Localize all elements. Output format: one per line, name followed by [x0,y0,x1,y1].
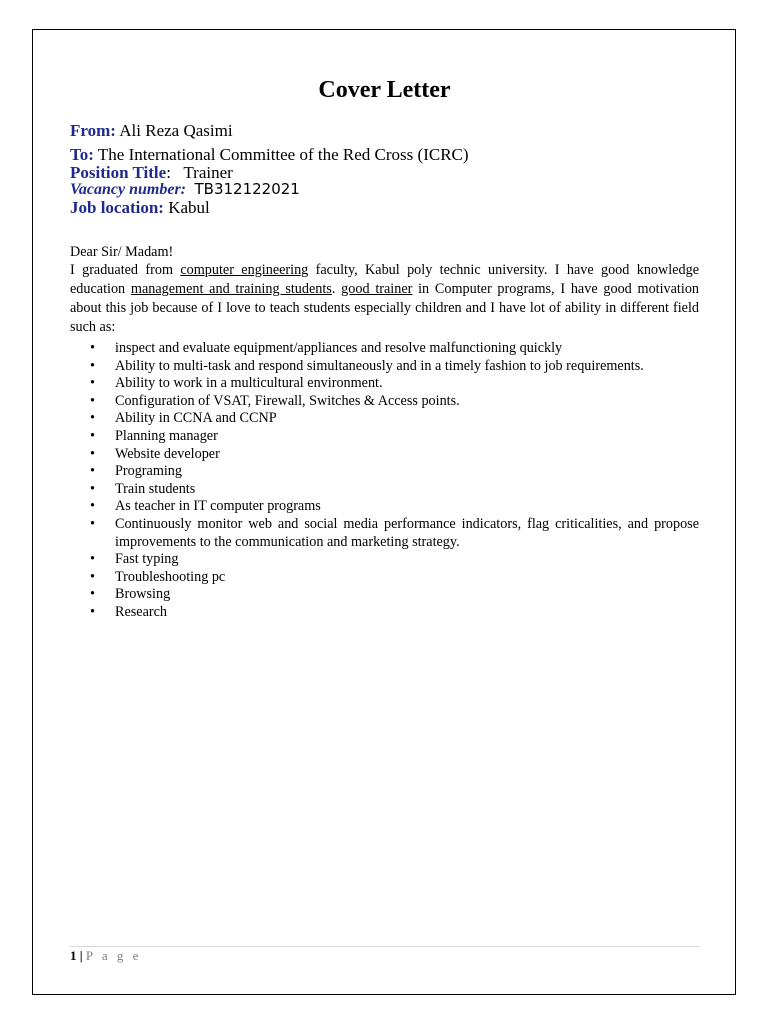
list-item-text: Train students [115,480,196,497]
vacancy-value: TB312122021 [194,180,300,198]
to-line [70,145,469,165]
list-item-text: Browsing [115,586,171,603]
para-text-4: in Computer programs, I have good motivation about this job because of I love to teach students especially children and I have lot of ability in different field such as: [70,281,700,335]
to-value: The International Committee of the Red Cross (ICRC) [97,145,469,164]
list-item [70,586,699,604]
list-item-text: As teacher in IT computer programs [115,498,321,515]
position-colon: : [166,163,171,182]
list-item [70,481,699,499]
bullet-dot-icon: • [90,427,95,444]
list-item-text: Planning manager [115,427,218,444]
bullet-dot-icon: • [90,498,95,515]
bullet-dot-icon: • [90,445,95,462]
position-label: Position Title [70,163,167,182]
para-text-3: . [331,281,342,297]
list-item-text: Ability to multi-task and respond simultaneously and in a timely fashion to job requirements. [115,357,644,374]
list-item [70,516,699,551]
list-item [70,375,699,393]
list-item-text: Programing [115,463,182,480]
list-item-text: Continuously monitor web and social media performance indicators, flag criticalities, and propose improvements to the communication and marketing strategy. [115,515,699,550]
para-text-1: I graduated from [70,262,181,278]
page-word: P a g e [85,948,142,963]
page-number: 1 [70,948,77,963]
bullet-dot-icon: • [90,480,95,497]
bullet-dot-icon: • [90,603,95,620]
list-item [70,569,699,587]
list-item-text: Ability to work in a multicultural environment. [115,375,383,392]
list-item-text: Troubleshooting pc [115,568,226,585]
bullet-dot-icon: • [90,586,95,603]
list-item-text: Configuration of VSAT, Firewall, Switches & Access points. [115,392,460,409]
list-item-text: Ability in CCNA and CCNP [115,410,277,427]
list-item [70,410,699,428]
bullet-dot-icon: • [90,551,95,568]
list-item-text: inspect and evaluate equipment/appliances and resolve malfunctioning quickly [115,340,563,356]
bullet-dot-icon: • [90,392,95,409]
list-item [70,393,699,411]
vacancy-label: Vacancy number: [70,181,186,198]
list-item [70,551,699,569]
para-underline-management: management and training students [130,281,332,297]
bullet-dot-icon: • [90,357,95,374]
skills-list [70,340,699,622]
from-value: Ali Reza Qasimi [119,121,233,140]
list-item [70,446,699,464]
para-text-2: faculty, Kabul poly technic university. I have good knowledge education [70,262,699,297]
list-item-text: Website developer [115,445,220,462]
para-underline-computer-engineering: computer engineering [180,262,309,278]
list-item [70,358,699,376]
bullet-dot-icon: • [90,463,95,480]
list-item-text: Fast typing [115,551,179,568]
bullet-dot-icon: • [90,375,95,392]
page-footer [70,948,141,964]
from-line [70,121,233,141]
document-title: Cover Letter [318,77,451,103]
location-line [70,198,210,218]
page-separator: | [76,948,86,963]
position-value: Trainer [183,163,233,182]
para-underline-good-trainer: good trainer [341,281,413,297]
list-item-text: Research [115,603,167,620]
bullet-dot-icon: • [90,515,95,532]
list-item [70,428,699,446]
location-value: Kabul [168,198,210,217]
list-item [70,340,699,358]
footer-divider [70,946,700,947]
list-item [70,498,699,516]
location-label: Job location: [70,198,164,217]
salutation: Dear Sir/ Madam! [70,244,174,260]
to-label: To: [70,145,94,164]
vacancy-line [70,179,300,199]
intro-paragraph [70,261,699,337]
list-item [70,604,699,622]
bullet-dot-icon: • [90,410,95,427]
bullet-dot-icon: • [90,340,95,356]
bullet-dot-icon: • [90,568,95,585]
list-item [70,463,699,481]
from-label: From: [70,121,116,140]
